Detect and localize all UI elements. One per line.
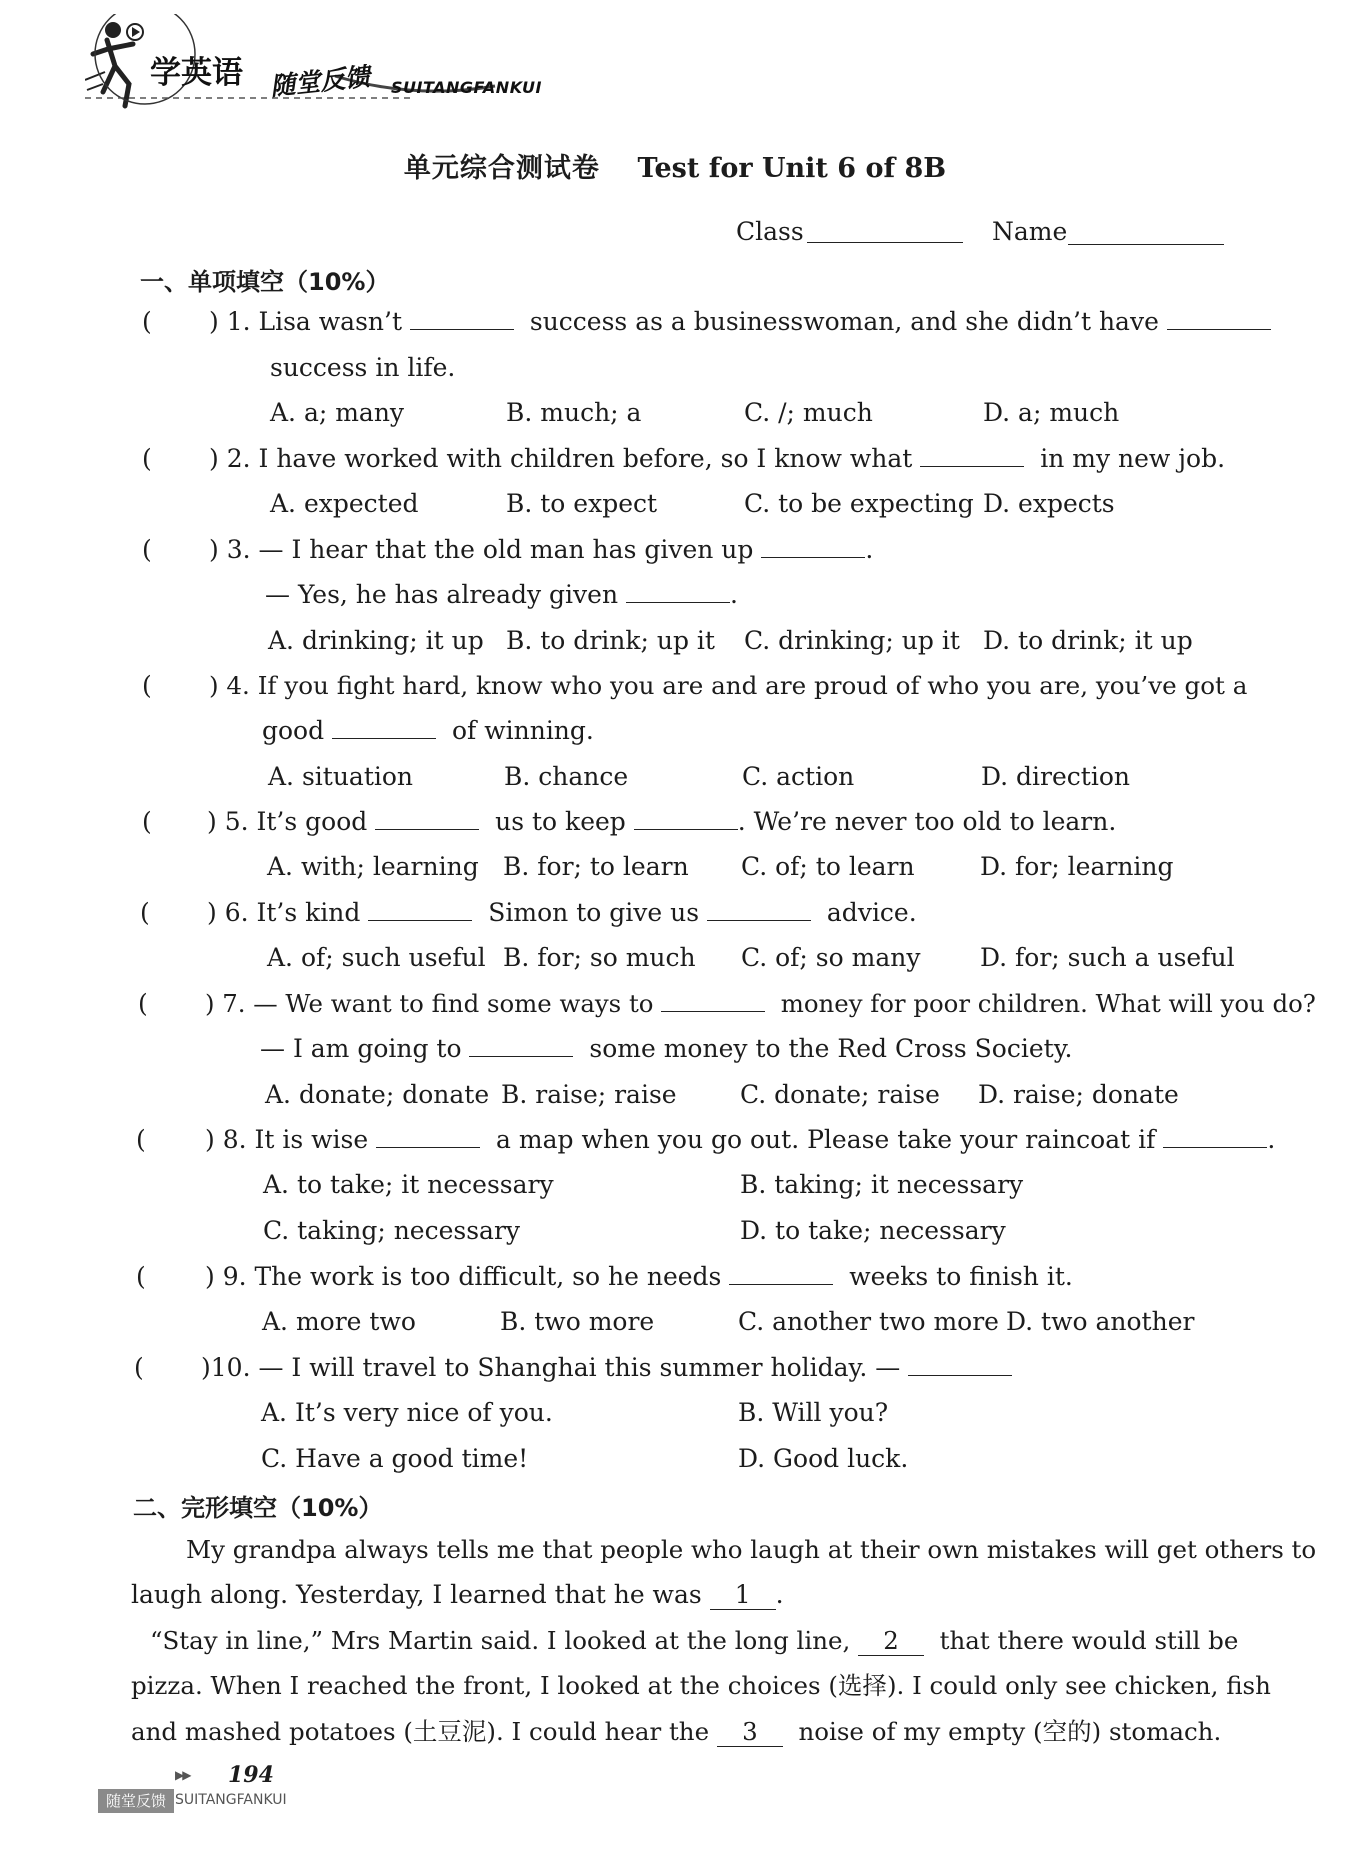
option: C. donate; raise	[740, 1080, 940, 1109]
section-1-heading: 一、单项填空（10%）	[140, 268, 390, 296]
blank[interactable]	[761, 535, 865, 558]
question-3: ) 3. — I hear that the old man has given up .	[209, 535, 874, 564]
option: D. direction	[981, 762, 1130, 791]
name-label: Name	[992, 217, 1068, 246]
question-10: )10. — I will travel to Shanghai this summer holiday. —	[201, 1353, 1012, 1383]
option: B. raise; raise	[501, 1080, 677, 1109]
option: D. for; such a useful	[980, 943, 1235, 972]
header-logo	[85, 14, 565, 114]
question-1-cont: success in life.	[270, 353, 456, 382]
cloze-blank-3[interactable]: 3	[717, 1718, 783, 1747]
option: C. Have a good time!	[261, 1444, 529, 1473]
blank[interactable]	[626, 580, 730, 603]
option: A. situation	[268, 762, 414, 791]
answer-paren[interactable]: (	[142, 671, 152, 700]
cloze-line-2: laugh along. Yesterday, I learned that he was 1 .	[131, 1580, 784, 1609]
answer-paren[interactable]: (	[142, 807, 152, 836]
option: A. of; such useful	[267, 943, 486, 972]
cloze-blank-1[interactable]: 1	[710, 1581, 776, 1610]
option: B. taking; it necessary	[740, 1170, 1024, 1199]
option: B. two more	[500, 1307, 655, 1336]
blank[interactable]	[707, 898, 811, 921]
question-4-cont: good of winning.	[262, 716, 594, 745]
option: B. to expect	[506, 489, 658, 518]
blank[interactable]	[661, 989, 765, 1012]
option: B. to drink; up it	[506, 626, 715, 655]
title-english: Test for Unit 6 of 8B	[637, 153, 947, 184]
option: A. drinking; it up	[268, 626, 484, 655]
blank[interactable]	[376, 1125, 480, 1148]
question-6: ) 6. It’s kind Simon to give us advice.	[207, 898, 917, 927]
option: D. to take; necessary	[740, 1216, 1006, 1245]
question-4: ) 4. If you fight hard, know who you are and are proud of who you are, you’ve got a	[209, 671, 1248, 700]
blank[interactable]	[1163, 1125, 1267, 1148]
option: B. Will you?	[738, 1398, 889, 1427]
blank[interactable]	[729, 1262, 833, 1285]
answer-paren[interactable]: (	[142, 535, 152, 564]
cloze-line-4: pizza. When I reached the front, I looked at the choices (选择). I could only see chicken, fish	[131, 1671, 1271, 1700]
blank[interactable]	[634, 807, 738, 830]
logo-title: 学英语	[150, 55, 243, 91]
option: D. a; much	[983, 398, 1120, 427]
option: B. much; a	[506, 398, 642, 427]
option: A. with; learning	[267, 852, 479, 881]
option: A. a; many	[270, 398, 405, 427]
option: D. to drink; it up	[983, 626, 1193, 655]
blank[interactable]	[908, 1353, 1012, 1376]
option: D. Good luck.	[738, 1444, 909, 1473]
question-7: ) 7. — We want to find some ways to money for poor children. What will you do?	[205, 989, 1316, 1018]
option: C. to be expecting	[744, 489, 974, 518]
option: D. two another	[1006, 1307, 1195, 1336]
blank[interactable]	[332, 716, 436, 739]
option: B. for; to learn	[503, 852, 689, 881]
question-5: ) 5. It’s good us to keep . We’re never too old to learn.	[207, 807, 1117, 836]
option: D. raise; donate	[978, 1080, 1179, 1109]
option: C. of; so many	[741, 943, 921, 972]
cloze-line-1: My grandpa always tells me that people who laugh at their own mistakes will get others to	[186, 1535, 1317, 1564]
class-field[interactable]	[807, 242, 963, 243]
option: A. donate; donate	[265, 1080, 490, 1109]
option: C. of; to learn	[741, 852, 915, 881]
question-1: ) 1. Lisa wasn’t success as a businesswoman, and she didn’t have	[209, 307, 1271, 337]
option: D. for; learning	[980, 852, 1174, 881]
answer-paren[interactable]: (	[136, 1125, 146, 1154]
option: C. action	[742, 762, 855, 791]
blank[interactable]	[368, 898, 472, 921]
option: C. /; much	[744, 398, 873, 427]
question-3-reply: — Yes, he has already given .	[265, 580, 738, 609]
class-label: Class	[736, 217, 804, 246]
cloze-line-3: “Stay in line,” Mrs Martin said. I looked at the long line, 2 that there would still be	[150, 1626, 1239, 1655]
option: B. chance	[504, 762, 629, 791]
answer-paren[interactable]: (	[142, 444, 152, 473]
logo-english: SUITANGFANKUI	[391, 78, 542, 97]
answer-paren[interactable]: (	[140, 898, 150, 927]
question-8: ) 8. It is wise a map when you go out. Please take your raincoat if .	[205, 1125, 1276, 1154]
option: A. to take; it necessary	[263, 1170, 554, 1199]
question-9: ) 9. The work is too difficult, so he needs weeks to finish it.	[205, 1262, 1073, 1291]
answer-paren[interactable]: (	[136, 1262, 146, 1291]
title-chinese: 单元综合测试卷	[403, 153, 600, 184]
option: A. expected	[270, 489, 419, 518]
logo-subtitle: 随堂反馈	[268, 61, 372, 102]
answer-paren[interactable]: (	[138, 989, 148, 1018]
answer-paren[interactable]: (	[142, 307, 152, 336]
footer-arrows-icon: ▶▶	[175, 1768, 190, 1782]
blank[interactable]	[1167, 307, 1271, 330]
question-7-reply: — I am going to some money to the Red Cross Society.	[260, 1034, 1073, 1063]
footer-badge: 随堂反馈	[98, 1789, 174, 1813]
blank[interactable]	[469, 1034, 573, 1057]
answer-paren[interactable]: (	[134, 1353, 144, 1382]
option: A. more two	[262, 1307, 416, 1336]
page-title	[0, 146, 1350, 185]
cloze-blank-2[interactable]: 2	[858, 1627, 924, 1656]
blank[interactable]	[920, 444, 1024, 467]
footer-label: SUITANGFANKUI	[175, 1792, 287, 1808]
option: B. for; so much	[503, 943, 696, 972]
section-2-heading: 二、完形填空（10%）	[133, 1494, 383, 1522]
blank[interactable]	[410, 307, 514, 330]
question-2: ) 2. I have worked with children before, so I know what in my new job.	[209, 444, 1226, 473]
option: A. It’s very nice of you.	[261, 1398, 553, 1427]
name-field[interactable]	[1068, 244, 1224, 245]
option: D. expects	[983, 489, 1115, 518]
option: C. drinking; up it	[744, 626, 960, 655]
option: C. another two more	[738, 1307, 999, 1336]
blank[interactable]	[375, 807, 479, 830]
option: C. taking; necessary	[263, 1216, 521, 1245]
page-number: 194	[228, 1762, 274, 1788]
cloze-line-5: and mashed potatoes (土豆泥). I could hear the 3 noise of my empty (空的) stomach.	[131, 1717, 1222, 1746]
